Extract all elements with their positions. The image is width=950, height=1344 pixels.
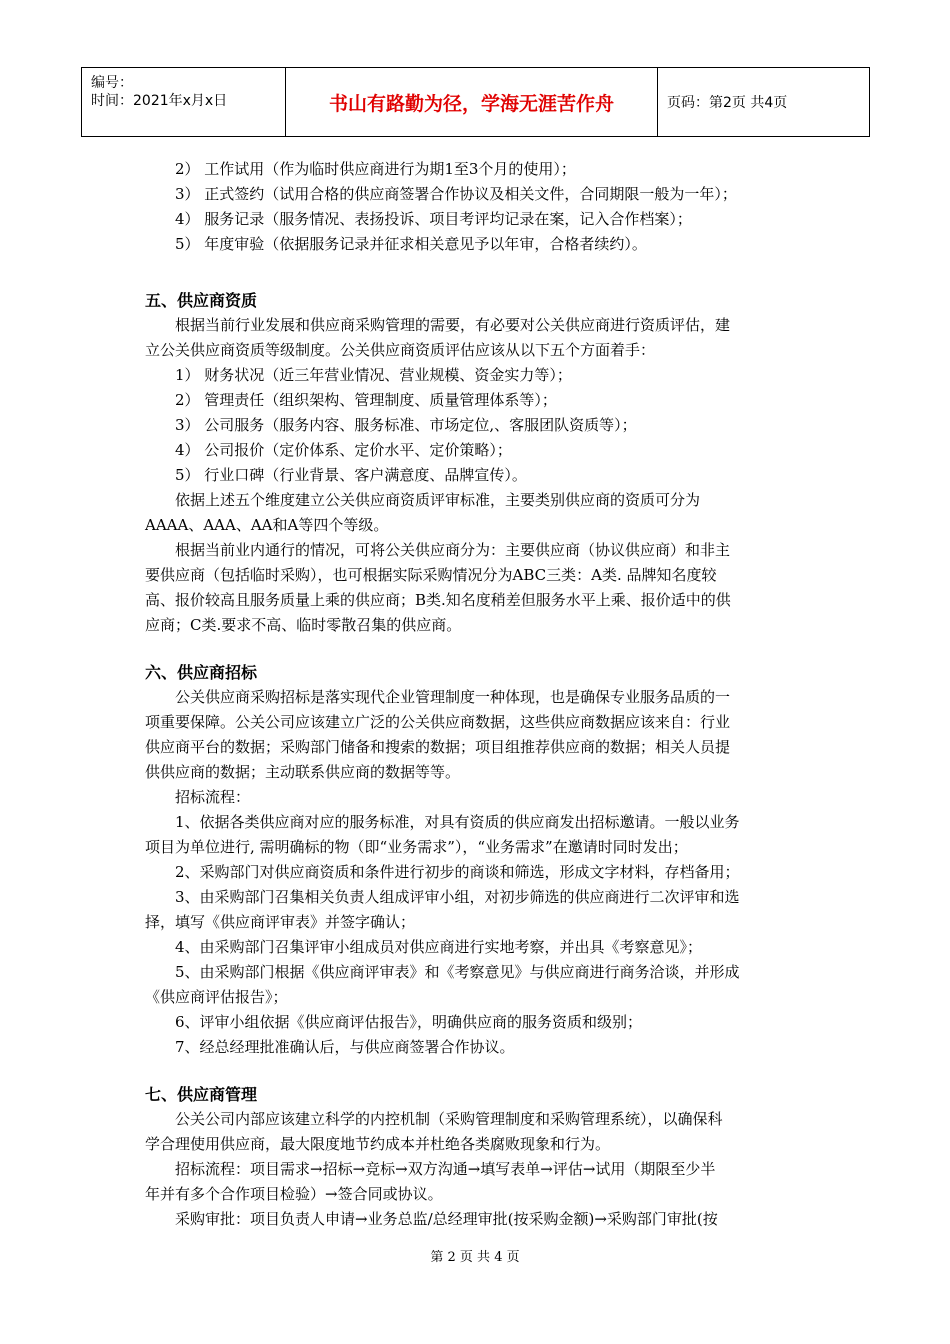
paragraph-line: 公关公司内部应该建立科学的内控机制（采购管理制度和采购管理系统），以确保科 <box>175 1110 723 1128</box>
paragraph-line: 应商；C类.要求不高、临时零散召集的供应商。 <box>145 616 462 634</box>
section-management <box>145 1082 808 1232</box>
paragraph-line: 高、报价较高且服务质量上乘的供应商；B类.知名度稍差但服务水平上乘、报价适中的供 <box>145 591 731 609</box>
paragraph-line: 供应商平台的数据；采购部门储备和搜索的数据；项目组推荐供应商的数据；相关人员提 <box>145 738 731 756</box>
section-title: 五、供应商资质 <box>145 291 258 310</box>
list-item: 3） 正式签约（试用合格的供应商签署合作协议及相关文件，合同期限一般为一年）； <box>175 185 737 203</box>
paragraph-line: 招标流程：项目需求→招标→竞标→双方沟通→填写表单→评估→试用（期限至少半 <box>175 1160 716 1178</box>
step-line: 7、经总经理批准确认后，与供应商签署合作协议。 <box>175 1038 515 1056</box>
step-line: 3、由采购部门召集相关负责人组成评审小组，对初步筛选的供应商进行二次评审和选 <box>175 888 740 906</box>
list-item: 4） 服务记录（服务情况、表扬投诉、项目考评均记录在案，记入合作档案）； <box>175 210 692 228</box>
section-bidding <box>145 660 808 1060</box>
intro-list <box>145 157 808 257</box>
section-title: 七、供应商管理 <box>145 1085 258 1104</box>
paragraph-line: 采购审批：项目负责人申请→业务总监/总经理审批(按采购金额)→采购部门审批(按 <box>175 1210 718 1228</box>
paragraph-line: 依据上述五个维度建立公关供应商资质评审标准，主要类别供应商的资质可分为 <box>175 491 701 509</box>
header-info-cell <box>82 68 286 136</box>
document-body <box>145 157 808 1232</box>
paragraph-line: 根据当前行业发展和供应商采购管理的需要，有必要对公关供应商进行资质评估，建 <box>175 316 731 334</box>
header-page-label: 页码：第2页 共4页 <box>667 95 788 111</box>
paragraph-line: 项重要保障。公关公司应该建立广泛的公关供应商数据，这些供应商数据应该来自：行业 <box>145 713 731 731</box>
date-label: 时间：2021年x月x日 <box>91 93 228 109</box>
serial-label: 编号： <box>91 75 133 91</box>
step-line: 2、采购部门对供应商资质和条件进行初步的商谈和筛选，形成文字材料，存档备用； <box>175 863 740 881</box>
step-line: 4、由采购部门召集评审小组成员对供应商进行实地考察，并出具《考察意见》； <box>175 938 703 956</box>
step-line: 项目为单位进行, 需明确标的物（即“业务需求”），“业务需求”在邀请时同时发出； <box>145 838 688 856</box>
paragraph-line: 要供应商（包括临时采购），也可根据实际采购情况分为ABC三类：A类. 品牌知名度较 <box>145 566 717 584</box>
list-item: 4） 公司报价（定价体系、定价水平、定价策略）； <box>175 441 512 459</box>
list-item: 5） 年度审验（依据服务记录并征求相关意见予以年审，合格者续约）。 <box>175 235 647 253</box>
step-line: 5、由采购部门根据《供应商评审表》和《考察意见》与供应商进行商务洽谈，并形成 <box>175 963 740 981</box>
section-qualification <box>145 288 808 638</box>
list-item: 2） 工作试用（作为临时供应商进行为期1至3个月的使用）； <box>175 160 576 178</box>
paragraph-line: 供供应商的数据；主动联系供应商的数据等等。 <box>145 763 461 781</box>
paragraph-line: 公关供应商采购招标是落实现代企业管理制度一种体现，也是确保专业服务品质的一 <box>175 688 731 706</box>
paragraph-line: 年并有多个合作项目检验）→签合同或协议。 <box>145 1185 443 1203</box>
paragraph-line: AAAA、AAA、AA和A等四个等级。 <box>145 516 389 534</box>
flow-label: 招标流程： <box>175 788 251 806</box>
step-line: 1、依据各类供应商对应的服务标准，对具有资质的供应商发出招标邀请。一般以业务 <box>175 813 740 831</box>
list-item: 2） 管理责任（组织架构、管理制度、质量管理体系等）； <box>175 391 557 409</box>
document-header <box>81 67 870 137</box>
list-item: 3） 公司服务（服务内容、服务标准、市场定位,、客服团队资质等）； <box>175 416 637 434</box>
paragraph-line: 根据当前业内通行的情况，可将公关供应商分为：主要供应商（协议供应商）和非主 <box>175 541 731 559</box>
paragraph-line: 立公关供应商资质等级制度。公关供应商资质评估应该从以下五个方面着手： <box>145 341 656 359</box>
header-motto: 书山有路勤为径，学海无涯苦作舟 <box>286 68 658 136</box>
step-line: 择，填写《供应商评审表》并签字确认； <box>145 913 416 931</box>
section-title: 六、供应商招标 <box>145 663 258 682</box>
list-item: 5） 行业口碑（行业背景、客户满意度、品牌宣传）。 <box>175 466 527 484</box>
list-item: 1） 财务状况（近三年营业情况、营业规模、资金实力等）； <box>175 366 572 384</box>
page-footer: 第 2 页 共 4 页 <box>430 1250 520 1265</box>
paragraph-line: 学合理使用供应商，最大限度地节约成本并杜绝各类腐败现象和行为。 <box>145 1135 611 1153</box>
step-line: 6、评审小组依据《供应商评估报告》，明确供应商的服务资质和级别； <box>175 1013 643 1031</box>
step-line: 《供应商评估报告》； <box>145 988 288 1006</box>
